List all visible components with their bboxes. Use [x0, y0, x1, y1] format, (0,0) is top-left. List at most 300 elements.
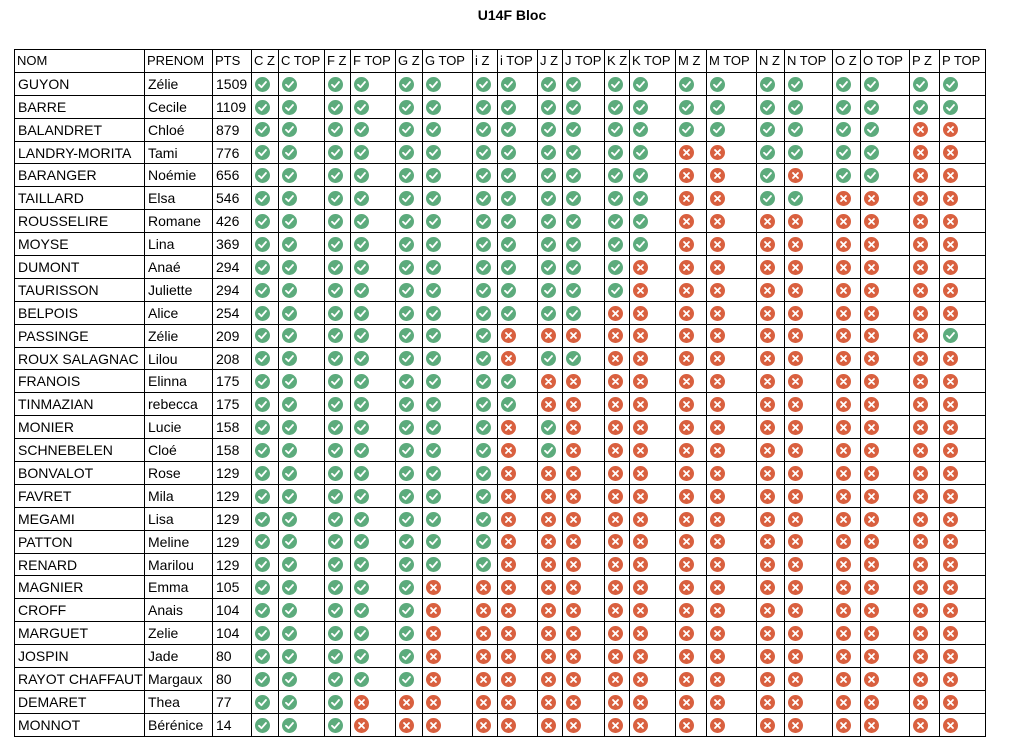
- result-cell: [279, 599, 325, 622]
- result-cell: [910, 668, 940, 691]
- check-icon: [282, 603, 297, 618]
- cross-icon: [913, 534, 928, 549]
- prenom-cell: rebecca: [145, 393, 213, 416]
- result-cell: [630, 416, 676, 439]
- table-row: [15, 370, 986, 393]
- cross-icon: [710, 489, 725, 504]
- cross-icon: [608, 557, 623, 572]
- result-cell: [473, 690, 498, 713]
- result-cell: [498, 416, 538, 439]
- result-cell: [707, 118, 757, 141]
- nom-cell: JOSPIN: [15, 645, 145, 668]
- cross-icon: [633, 260, 648, 275]
- check-icon: [426, 397, 441, 412]
- result-cell: [757, 622, 785, 645]
- result-cell: [252, 576, 279, 599]
- result-cell: [538, 645, 563, 668]
- cross-icon: [566, 374, 581, 389]
- check-icon: [476, 443, 491, 458]
- check-icon: [710, 100, 725, 115]
- result-cell: [473, 484, 498, 507]
- column-header: i Z: [473, 50, 498, 73]
- cross-icon: [633, 534, 648, 549]
- cross-icon: [943, 466, 958, 481]
- nom-cell: TAURISSON: [15, 278, 145, 301]
- result-cell: [563, 301, 605, 324]
- cross-icon: [943, 695, 958, 710]
- result-cell: [785, 347, 833, 370]
- cross-icon: [788, 626, 803, 641]
- cross-icon: [710, 534, 725, 549]
- result-cell: [605, 72, 630, 95]
- prenom-cell: Lucie: [145, 416, 213, 439]
- cross-icon: [788, 512, 803, 527]
- result-cell: [833, 141, 861, 164]
- result-cell: [707, 599, 757, 622]
- result-cell: [396, 599, 423, 622]
- result-cell: [396, 370, 423, 393]
- result-cell: [785, 439, 833, 462]
- cross-icon: [788, 237, 803, 252]
- cross-icon: [633, 443, 648, 458]
- result-cell: [707, 278, 757, 301]
- points-cell: 129: [213, 530, 252, 553]
- cross-icon: [541, 649, 556, 664]
- result-cell: [833, 507, 861, 530]
- cross-icon: [426, 718, 441, 733]
- cross-icon: [760, 489, 775, 504]
- result-cell: [396, 668, 423, 691]
- cross-icon: [541, 672, 556, 687]
- result-cell: [423, 210, 473, 233]
- result-cell: [757, 599, 785, 622]
- check-icon: [476, 420, 491, 435]
- result-cell: [325, 393, 351, 416]
- cross-icon: [633, 672, 648, 687]
- check-icon: [255, 122, 270, 137]
- result-cell: [473, 164, 498, 187]
- table-row: [15, 439, 986, 462]
- table-row: [15, 645, 986, 668]
- result-cell: [325, 462, 351, 485]
- prenom-cell: Zélie: [145, 72, 213, 95]
- result-cell: [757, 713, 785, 736]
- cross-icon: [788, 397, 803, 412]
- cross-icon: [633, 649, 648, 664]
- prenom-cell: Marilou: [145, 553, 213, 576]
- result-cell: [630, 530, 676, 553]
- result-cell: [538, 439, 563, 462]
- cross-icon: [633, 512, 648, 527]
- points-cell: 1509: [213, 72, 252, 95]
- check-icon: [501, 397, 516, 412]
- result-cell: [910, 713, 940, 736]
- result-cell: [473, 233, 498, 256]
- result-cell: [396, 256, 423, 279]
- cross-icon: [608, 649, 623, 664]
- check-icon: [282, 672, 297, 687]
- result-cell: [538, 668, 563, 691]
- result-cell: [563, 622, 605, 645]
- cross-icon: [760, 466, 775, 481]
- cross-icon: [943, 603, 958, 618]
- result-cell: [423, 690, 473, 713]
- table-row: [15, 141, 986, 164]
- cross-icon: [608, 489, 623, 504]
- cross-icon: [541, 466, 556, 481]
- table-row: [15, 72, 986, 95]
- result-cell: [351, 118, 396, 141]
- check-icon: [282, 718, 297, 733]
- result-cell: [325, 141, 351, 164]
- check-icon: [255, 695, 270, 710]
- check-icon: [328, 718, 343, 733]
- result-cell: [785, 713, 833, 736]
- result-cell: [940, 324, 986, 347]
- result-cell: [676, 301, 707, 324]
- cross-icon: [608, 695, 623, 710]
- cross-icon: [836, 397, 851, 412]
- result-cell: [325, 622, 351, 645]
- nom-cell: PASSINGE: [15, 324, 145, 347]
- prenom-cell: Bérénice: [145, 713, 213, 736]
- cross-icon: [913, 260, 928, 275]
- check-icon: [633, 77, 648, 92]
- cross-icon: [760, 603, 775, 618]
- check-icon: [788, 122, 803, 137]
- prenom-cell: Cecile: [145, 95, 213, 118]
- cross-icon: [710, 466, 725, 481]
- result-cell: [351, 645, 396, 668]
- check-icon: [328, 466, 343, 481]
- result-cell: [757, 645, 785, 668]
- cross-icon: [710, 580, 725, 595]
- result-cell: [252, 393, 279, 416]
- results-table: [14, 49, 986, 737]
- cross-icon: [788, 328, 803, 343]
- cross-icon: [541, 580, 556, 595]
- result-cell: [498, 347, 538, 370]
- cross-icon: [864, 603, 879, 618]
- check-icon: [282, 145, 297, 160]
- result-cell: [351, 484, 396, 507]
- result-cell: [396, 713, 423, 736]
- check-icon: [354, 580, 369, 595]
- result-cell: [630, 301, 676, 324]
- result-cell: [940, 233, 986, 256]
- result-cell: [785, 233, 833, 256]
- result-cell: [563, 439, 605, 462]
- cross-icon: [864, 374, 879, 389]
- result-cell: [833, 210, 861, 233]
- cross-icon: [788, 603, 803, 618]
- prenom-cell: Lilou: [145, 347, 213, 370]
- result-cell: [605, 645, 630, 668]
- cross-icon: [710, 695, 725, 710]
- cross-icon: [836, 443, 851, 458]
- cross-icon: [541, 397, 556, 412]
- check-icon: [354, 145, 369, 160]
- cross-icon: [426, 672, 441, 687]
- result-cell: [785, 164, 833, 187]
- check-icon: [255, 489, 270, 504]
- check-icon: [399, 580, 414, 595]
- check-icon: [255, 237, 270, 252]
- cross-icon: [788, 649, 803, 664]
- check-icon: [633, 191, 648, 206]
- nom-cell: MARGUET: [15, 622, 145, 645]
- prenom-cell: Chloé: [145, 118, 213, 141]
- cross-icon: [760, 283, 775, 298]
- check-icon: [426, 283, 441, 298]
- table-row: [15, 278, 986, 301]
- cross-icon: [476, 626, 491, 641]
- result-cell: [861, 416, 910, 439]
- result-cell: [940, 370, 986, 393]
- check-icon: [501, 214, 516, 229]
- result-cell: [757, 370, 785, 393]
- result-cell: [940, 95, 986, 118]
- cross-icon: [864, 580, 879, 595]
- cross-icon: [943, 718, 958, 733]
- prenom-cell: Meline: [145, 530, 213, 553]
- result-cell: [861, 530, 910, 553]
- result-cell: [605, 118, 630, 141]
- result-cell: [757, 210, 785, 233]
- cross-icon: [913, 306, 928, 321]
- cross-icon: [541, 489, 556, 504]
- result-cell: [757, 95, 785, 118]
- cross-icon: [864, 718, 879, 733]
- nom-cell: ROUX SALAGNAC: [15, 347, 145, 370]
- cross-icon: [913, 695, 928, 710]
- result-cell: [833, 713, 861, 736]
- result-cell: [423, 95, 473, 118]
- check-icon: [399, 374, 414, 389]
- nom-cell: PATTON: [15, 530, 145, 553]
- result-cell: [473, 210, 498, 233]
- nom-cell: DEMARET: [15, 690, 145, 713]
- cross-icon: [501, 420, 516, 435]
- check-icon: [328, 603, 343, 618]
- result-cell: [757, 439, 785, 462]
- result-cell: [473, 72, 498, 95]
- check-icon: [541, 77, 556, 92]
- result-cell: [833, 301, 861, 324]
- result-cell: [563, 72, 605, 95]
- result-cell: [785, 668, 833, 691]
- result-cell: [630, 713, 676, 736]
- result-cell: [785, 72, 833, 95]
- check-icon: [282, 328, 297, 343]
- check-icon: [399, 351, 414, 366]
- cross-icon: [501, 534, 516, 549]
- check-icon: [354, 534, 369, 549]
- result-cell: [605, 622, 630, 645]
- result-cell: [676, 462, 707, 485]
- table-row: [15, 164, 986, 187]
- result-cell: [785, 393, 833, 416]
- cross-icon: [836, 283, 851, 298]
- cross-icon: [633, 603, 648, 618]
- result-cell: [785, 301, 833, 324]
- result-cell: [861, 141, 910, 164]
- check-icon: [566, 214, 581, 229]
- result-cell: [563, 278, 605, 301]
- check-icon: [399, 466, 414, 481]
- check-icon: [476, 77, 491, 92]
- result-cell: [785, 324, 833, 347]
- column-header: F TOP: [351, 50, 396, 73]
- result-cell: [498, 668, 538, 691]
- result-cell: [833, 256, 861, 279]
- points-cell: 209: [213, 324, 252, 347]
- result-cell: [252, 462, 279, 485]
- check-icon: [399, 237, 414, 252]
- result-cell: [325, 164, 351, 187]
- cross-icon: [710, 672, 725, 687]
- result-cell: [396, 622, 423, 645]
- check-icon: [426, 420, 441, 435]
- result-cell: [630, 576, 676, 599]
- check-icon: [354, 237, 369, 252]
- result-cell: [252, 164, 279, 187]
- cross-icon: [710, 214, 725, 229]
- cross-icon: [633, 580, 648, 595]
- table-row: [15, 256, 986, 279]
- cross-icon: [566, 420, 581, 435]
- check-icon: [282, 77, 297, 92]
- result-cell: [563, 347, 605, 370]
- result-cell: [498, 484, 538, 507]
- check-icon: [566, 283, 581, 298]
- check-icon: [426, 557, 441, 572]
- check-icon: [354, 512, 369, 527]
- cross-icon: [679, 466, 694, 481]
- result-cell: [785, 484, 833, 507]
- check-icon: [608, 77, 623, 92]
- check-icon: [399, 649, 414, 664]
- cross-icon: [943, 580, 958, 595]
- check-icon: [354, 489, 369, 504]
- result-cell: [498, 72, 538, 95]
- cross-icon: [501, 489, 516, 504]
- check-icon: [399, 168, 414, 183]
- check-icon: [399, 603, 414, 618]
- check-icon: [501, 168, 516, 183]
- check-icon: [282, 191, 297, 206]
- check-icon: [399, 306, 414, 321]
- result-cell: [423, 530, 473, 553]
- check-icon: [328, 191, 343, 206]
- cross-icon: [608, 374, 623, 389]
- result-cell: [833, 393, 861, 416]
- table-row: [15, 233, 986, 256]
- result-cell: [423, 72, 473, 95]
- result-cell: [279, 278, 325, 301]
- cross-icon: [864, 260, 879, 275]
- check-icon: [426, 443, 441, 458]
- check-icon: [354, 603, 369, 618]
- cross-icon: [913, 328, 928, 343]
- result-cell: [498, 507, 538, 530]
- result-cell: [605, 576, 630, 599]
- check-icon: [501, 145, 516, 160]
- result-cell: [605, 141, 630, 164]
- check-icon: [282, 306, 297, 321]
- cross-icon: [836, 580, 851, 595]
- result-cell: [538, 324, 563, 347]
- result-cell: [910, 324, 940, 347]
- check-icon: [913, 100, 928, 115]
- result-cell: [630, 622, 676, 645]
- result-cell: [910, 72, 940, 95]
- result-cell: [910, 462, 940, 485]
- result-cell: [605, 95, 630, 118]
- result-cell: [563, 599, 605, 622]
- result-cell: [563, 668, 605, 691]
- result-cell: [473, 301, 498, 324]
- result-cell: [279, 233, 325, 256]
- check-icon: [354, 420, 369, 435]
- check-icon: [541, 351, 556, 366]
- check-icon: [282, 443, 297, 458]
- result-cell: [538, 301, 563, 324]
- result-cell: [940, 645, 986, 668]
- result-cell: [396, 95, 423, 118]
- check-icon: [282, 512, 297, 527]
- check-icon: [399, 145, 414, 160]
- result-cell: [630, 645, 676, 668]
- check-icon: [328, 100, 343, 115]
- cross-icon: [633, 466, 648, 481]
- cross-icon: [710, 603, 725, 618]
- check-icon: [255, 534, 270, 549]
- check-icon: [282, 534, 297, 549]
- check-icon: [255, 306, 270, 321]
- cross-icon: [566, 580, 581, 595]
- cross-icon: [501, 512, 516, 527]
- result-cell: [861, 233, 910, 256]
- cross-icon: [836, 626, 851, 641]
- result-cell: [279, 484, 325, 507]
- cross-icon: [566, 718, 581, 733]
- result-cell: [605, 416, 630, 439]
- result-cell: [563, 553, 605, 576]
- result-cell: [707, 416, 757, 439]
- result-cell: [910, 690, 940, 713]
- result-cell: [396, 553, 423, 576]
- table-row: [15, 324, 986, 347]
- check-icon: [328, 168, 343, 183]
- check-icon: [679, 77, 694, 92]
- cross-icon: [608, 397, 623, 412]
- result-cell: [940, 507, 986, 530]
- check-icon: [282, 397, 297, 412]
- result-cell: [707, 370, 757, 393]
- check-icon: [255, 214, 270, 229]
- result-cell: [707, 645, 757, 668]
- result-cell: [676, 164, 707, 187]
- result-cell: [940, 462, 986, 485]
- cross-icon: [836, 718, 851, 733]
- check-icon: [354, 122, 369, 137]
- result-cell: [861, 668, 910, 691]
- check-icon: [328, 351, 343, 366]
- prenom-cell: Rose: [145, 462, 213, 485]
- result-cell: [785, 622, 833, 645]
- cross-icon: [541, 603, 556, 618]
